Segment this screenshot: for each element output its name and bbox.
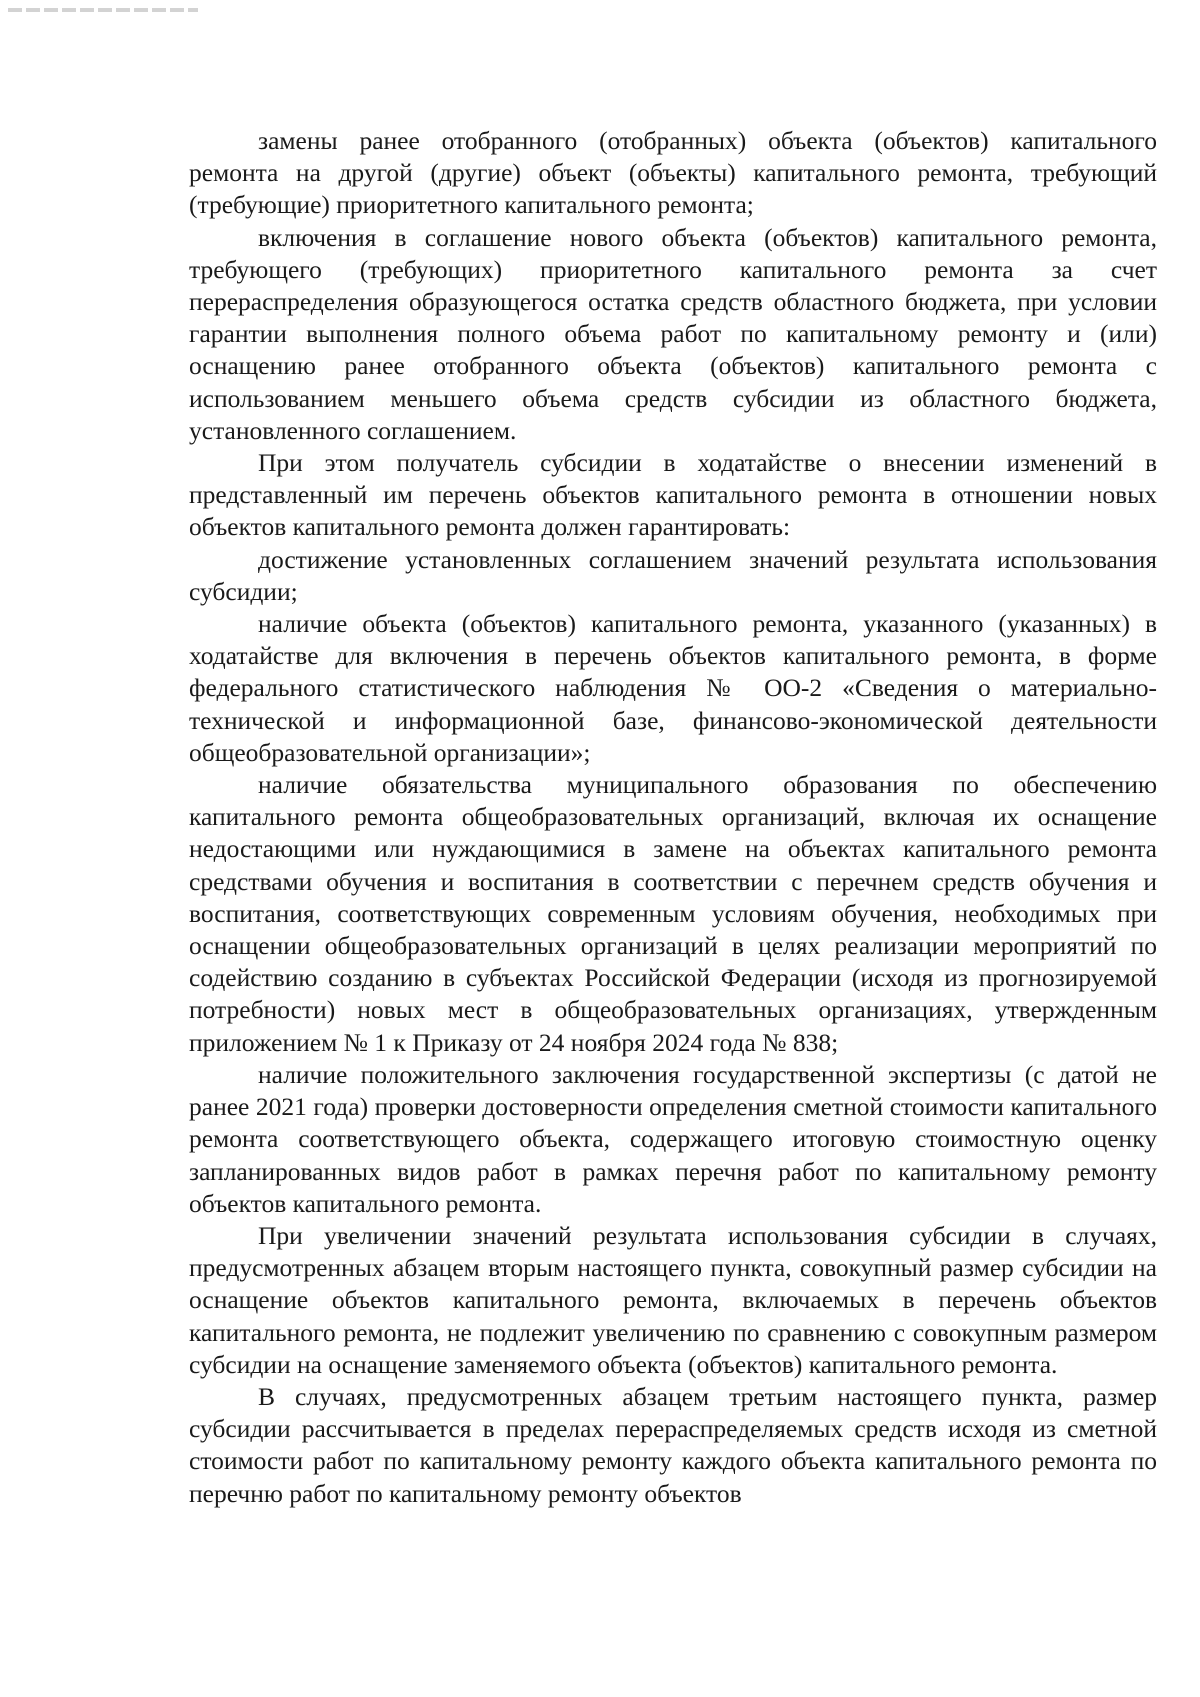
paragraph-expertise-conclusion: наличие положительного заключения государственной экспертизы (с датой не ранее 2021 года) проверки достоверности определения сметной стоимости капитального ремонта соответствующего объекта, содержащего итоговую стоимостную оценку запланированных видов работ в рамках перечня работ по капитальному ремонту объектов капитального ремонта.	[189, 1059, 1157, 1218]
paragraph-guarantee-intro: При этом получатель субсидии в ходатайстве о внесении изменений в представленный им перечень объектов капитального ремонта в отношении новых объектов капитального ремонта должен гарантировать:	[189, 448, 1157, 542]
scan-artifact	[8, 8, 198, 12]
document-body	[189, 125, 1157, 1510]
paragraph-result-increase: При увеличении значений результата использования субсидии в случаях, предусмотренных абзацем вторым настоящего пункта, совокупный размер субсидии на оснащение объектов капитального ремонта, включаемых в перечень объектов капитального ремонта, не подлежит увеличению по сравнению с совокупным размером субсидии на оснащение заменяемого объекта (объектов) капитального ремонта.	[189, 1220, 1157, 1379]
paragraph-object-presence: наличие объекта (объектов) капитального ремонта, указанного (указанных) в ходатайстве для включения в перечень объектов капитального ремонта, в форме федерального статистического наблюдения № ОО-2 «Сведения о материально-технической и информационной базе, финансово-экономической деятельности общеобразовательной организации»;	[189, 609, 1157, 767]
paragraph-result-achievement: достижение установленных соглашением значений результата использования субсидии;	[189, 544, 1157, 606]
paragraph-municipal-obligation: наличие обязательства муниципального образования по обеспечению капитального ремонта общеобразовательных организаций, включая их оснащение недостающими или нуждающимися в замене на объектах капитального ремонта средствами обучения и воспитания в соответствии с перечнем средств обучения и воспитания, соответствующих современным условиям обучения, необходимых при оснащении общеобразовательных организаций в целях реализации мероприятий по содействию созданию в субъектах Российской Федерации (исходя из прогнозируемой потребности) новых мест в общеобразовательных организациях, утвержденным приложением № 1 к Приказу от 24 ноября 2024 года № 838;	[189, 770, 1157, 1057]
paragraph-inclusion: включения в соглашение нового объекта (объектов) капитального ремонта, требующего (требующих) приоритетного капитального ремонта за счет перераспределения образующегося остатка средств областного бюджета, при условии гарантии выполнения полного объема работ по капитальному ремонту и (или) оснащению ранее отобранного объекта (объектов) капитального ремонта с использованием меньшего объема средств субсидии из областного бюджета, установленного соглашением.	[189, 222, 1157, 445]
paragraph-subsidy-calculation: В случаях, предусмотренных абзацем третьим настоящего пункта, размер субсидии рассчитывается в пределах перераспределяемых средств исходя из сметной стоимости работ по капитальному ремонту каждого объекта капитального ремонта по перечню работ по капитальному ремонту объектов	[189, 1381, 1157, 1508]
paragraph-replacement: замены ранее отобранного (отобранных) объекта (объектов) капитального ремонта на другой (другие) объект (объекты) капитального ремонта, требующий (требующие) приоритетного капитального ремонта;	[189, 126, 1157, 220]
